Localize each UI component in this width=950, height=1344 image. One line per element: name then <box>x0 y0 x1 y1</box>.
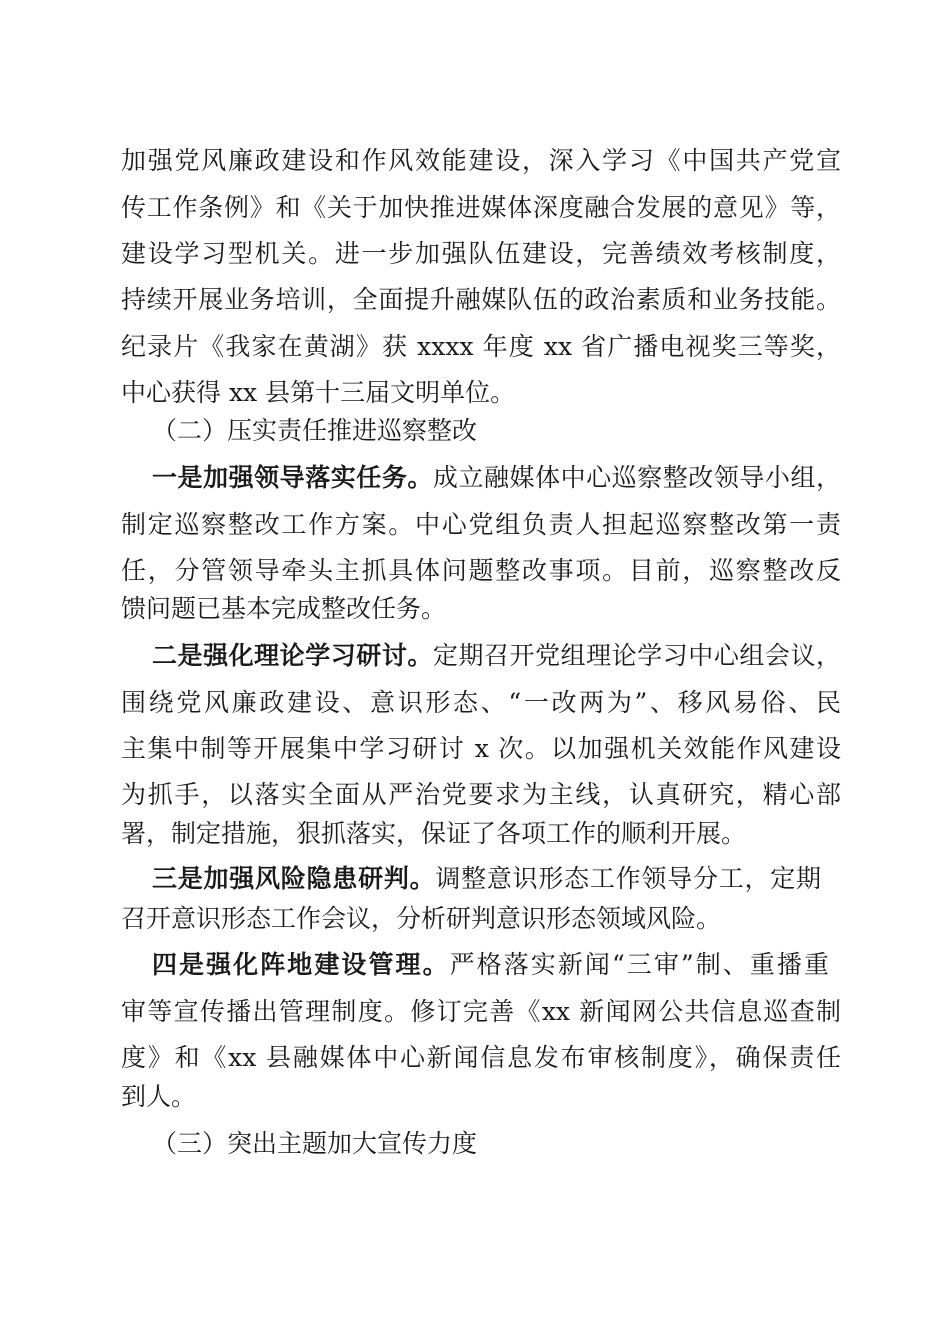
item-lead: 三是加强风险隐患研判。 <box>152 864 436 893</box>
paragraph-line: 建设学习型机关。进一步加强队伍建设，完善绩效考核制度， <box>121 239 841 268</box>
paragraph-line: 制定巡察整改工作方案。中心党组负责人担起巡察整改第一责 <box>121 510 841 539</box>
paragraph-line: 度》和《xx 县融媒体中心新闻信息发布审核制度》，确保责任 <box>121 1043 841 1072</box>
paragraph-line: 传工作条例》和《关于加快推进媒体深度融合发展的意见》等， <box>121 193 841 222</box>
item-first-line <box>152 864 821 894</box>
item-first-line <box>152 950 829 980</box>
paragraph-line: 主集中制等开展集中学习研讨 x 次。以加强机关效能作风建设 <box>121 734 841 763</box>
paragraph-line: 中心获得 xx 县第十三届文明单位。 <box>121 378 516 407</box>
paragraph-line: 围绕党风廉政建设、意识形态、“一改两为”、移风易俗、民 <box>121 688 841 717</box>
item-lead: 二是强化理论学习研讨。 <box>152 641 433 670</box>
paragraph-line: 加强党风廉政建设和作风效能建设，深入学习《中国共产党宣 <box>121 146 841 175</box>
item-lead: 一是加强领导落实任务。 <box>152 463 433 492</box>
item-text: 定期召开党组理论学习中心组会议， <box>432 641 841 670</box>
item-first-line <box>152 641 841 671</box>
section-heading: （三）突出主题加大宣传力度 <box>152 1129 478 1158</box>
item-text: 成立融媒体中心巡察整改领导小组， <box>432 463 841 492</box>
item-text: 严格落实新闻“三审”制、重播重 <box>449 950 829 979</box>
item-first-line <box>152 463 841 493</box>
item-lead: 四是强化阵地建设管理。 <box>152 950 450 979</box>
paragraph-line: 召开意识形态工作会议，分析研判意识形态领域风险。 <box>121 904 722 933</box>
paragraph-line: 持续开展业务培训，全面提升融媒队伍的政治素质和业务技能。 <box>121 285 841 314</box>
item-text: 调整意识形态工作领导分工，定期 <box>435 864 821 893</box>
paragraph-line: 为抓手，以落实全面从严治党要求为主线，认真研究，精心部 <box>121 780 841 809</box>
paragraph-line: 纪录片《我家在黄湖》获 xxxx 年度 xx 省广播电视奖三等奖， <box>121 332 841 361</box>
paragraph-line: 署，制定措施，狠抓落实，保证了各项工作的顺利开展。 <box>121 819 747 848</box>
paragraph-line: 任，分管领导牵头主抓具体问题整改事项。目前，巡察整改反 <box>121 556 841 585</box>
paragraph-line: 到人。 <box>121 1082 197 1111</box>
section-heading: （二）压实责任推进巡察整改 <box>152 416 478 445</box>
paragraph-line: 审等宣传播出管理制度。修订完善《xx 新闻网公共信息巡查制 <box>121 997 841 1026</box>
paragraph-line: 馈问题已基本完成整改任务。 <box>121 594 447 623</box>
